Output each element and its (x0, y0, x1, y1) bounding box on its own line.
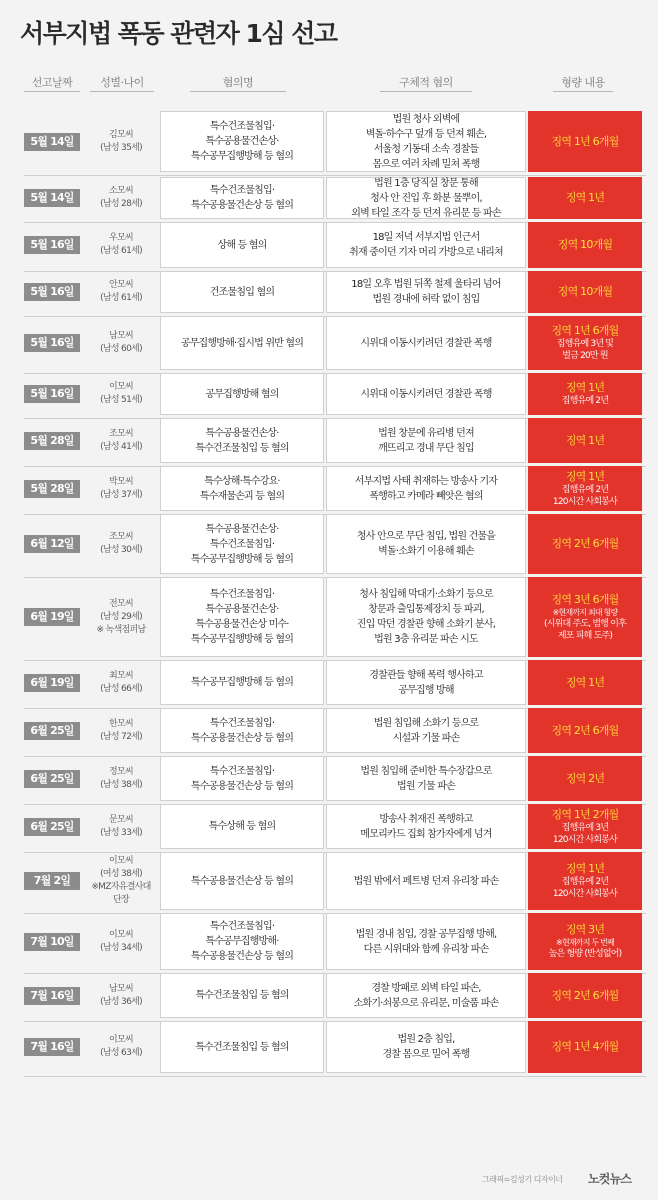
sentence-cell-line: 높은 형량 (반성없어) (548, 949, 622, 959)
sentence-cell-line: 집행유예 3년 및 (556, 339, 614, 349)
charge-cell (160, 373, 324, 415)
detail-cell-line: 법원 침입해 소화기 등으로 (373, 717, 479, 729)
table-row (0, 913, 658, 974)
sentence-cell-line: 징역 1년 (565, 433, 605, 447)
verdict-date-badge: 7월 10일 (24, 933, 80, 951)
charge-cell (160, 852, 324, 910)
sentence-cell (528, 418, 642, 463)
detail-cell-line: 법원 밖에서 페트병 던져 유리창 파손 (353, 875, 499, 887)
charge-cell (160, 913, 324, 970)
charge-cell-line: 특수공용물건손상 미수· (195, 619, 289, 630)
charge-cell (160, 660, 324, 705)
defendant-info (84, 804, 158, 849)
defendant-info-line: (남성 41세) (100, 441, 142, 452)
defendant-info (84, 316, 158, 370)
charge-cell-line: 특수공용물건손상· (205, 136, 279, 147)
sentence-cell-line: 징역 2년 (565, 771, 605, 785)
row-divider (24, 1076, 646, 1077)
verdict-date-badge: 6월 25일 (24, 722, 80, 740)
defendant-info-line: (남성 63세) (100, 1048, 142, 1058)
column-header-date: 선고날짜 (24, 74, 80, 90)
verdict-date-badge: 6월 19일 (24, 608, 80, 626)
charge-cell-line: 특수공용물건손상 등 혐의 (190, 951, 294, 962)
charge-cell (160, 271, 324, 313)
charge-cell (160, 973, 324, 1018)
charge-cell (160, 418, 324, 463)
charge-cell-line: 특수공용물건손상 등 혐의 (190, 732, 294, 744)
charge-cell-line: 특수공용물건손상 등 혐의 (190, 780, 294, 792)
detail-cell-line: 외벽 타일 조각 등 던져 유리문 등 파손 (351, 207, 501, 219)
defendant-info (84, 913, 158, 970)
defendant-info-line: (남성 38세) (100, 779, 142, 790)
detail-cell-line: 서부지법 사태 취재하는 방송사 기자 (354, 475, 498, 487)
sentence-cell (528, 271, 642, 313)
defendant-info (84, 373, 158, 415)
sentence-cell (528, 1021, 642, 1073)
table-row (0, 852, 658, 914)
detail-cell (326, 577, 526, 657)
sentence-cell (528, 756, 642, 801)
sentence-cell-line: 120시간 사회봉사 (552, 496, 618, 507)
sentence-cell (528, 577, 642, 657)
defendant-info-line: (여성 38세) (100, 869, 142, 879)
charge-cell-line: 특수공무집행방해 등 혐의 (190, 677, 294, 688)
detail-cell-line: 법원 침입해 준비한 특수장갑으로 (360, 765, 492, 777)
verdict-date-badge: 6월 25일 (24, 770, 80, 788)
sentence-cell-line: 징역 1년 4개월 (551, 1040, 619, 1053)
defendant-info (84, 660, 158, 705)
sentence-cell (528, 660, 642, 705)
sentence-cell-line: 징역 1년 (565, 381, 605, 394)
table-row (0, 271, 658, 317)
sentence-cell-line: 120시간 사회봉사 (552, 889, 618, 899)
detail-cell-line: 법원 1층 당직실 창문 통해 (374, 177, 478, 189)
sentence-cell (528, 222, 642, 268)
defendant-info-line: 안모씨 (109, 280, 133, 290)
detail-cell-line: 청사 침입해 막대기·소화기 등으로 (359, 589, 493, 600)
charge-cell-line: 특수건조물침입· (209, 538, 275, 550)
defendant-info-line: 전모씨 (109, 598, 133, 609)
charge-cell-line: 특수상해·특수강요· (204, 475, 280, 487)
verdict-date-badge: 5월 28일 (24, 432, 80, 450)
column-header-sentence: 형량 내용 (553, 74, 613, 90)
charge-cell-line: 특수재물손괴 등 혐의 (199, 490, 285, 502)
verdict-date-badge: 7월 16일 (24, 1038, 80, 1056)
table-row (0, 804, 658, 853)
charge-cell-line: 특수공용물건손상 등 혐의 (190, 200, 294, 211)
verdict-date-badge: 7월 16일 (24, 987, 80, 1005)
defendant-info-line: 이모씨 (109, 382, 133, 392)
detail-cell (326, 973, 526, 1018)
defendant-info-line: (남성 28세) (100, 199, 142, 209)
verdict-date-badge: 5월 28일 (24, 480, 80, 498)
charge-cell-line: 공무집행방해·집시법 위반 혐의 (180, 337, 304, 349)
table-row (0, 466, 658, 515)
sentence-cell-line: 징역 2년 6개월 (551, 988, 619, 1002)
verdict-date-badge: 5월 16일 (24, 283, 80, 301)
defendant-info-line: (남성 66세) (100, 683, 142, 694)
sentence-cell-line: 집행유예 2년 (561, 396, 609, 406)
defendant-info (84, 973, 158, 1018)
detail-cell-line: 진입 막던 경찰관 향해 소화기 분사, (356, 619, 496, 630)
defendant-info-line: 단장 (113, 895, 129, 905)
defendant-info-line: 우모씨 (109, 233, 133, 243)
defendant-info (84, 418, 158, 463)
defendant-info-line: (남성 36세) (100, 996, 142, 1007)
detail-cell (326, 466, 526, 511)
graphic-credit: 그래픽=김성기 디자이너 (482, 1175, 563, 1184)
charge-cell-line: 특수공무집행방해· (205, 936, 279, 947)
table-row (0, 418, 658, 467)
sentence-cell-line: 징역 2년 6개월 (551, 723, 619, 737)
detail-cell-line: 경찰 방패로 외벽 타일 파손, (371, 982, 481, 994)
defendant-info (84, 514, 158, 574)
detail-cell (326, 373, 526, 415)
detail-cell-line: 법원 경내 침입, 경찰 공무집행 방해, (355, 928, 497, 940)
defendant-info-line: 이모씨 (109, 856, 133, 866)
table-row (0, 373, 658, 419)
nocutnews-logo: 노컷뉴스 (588, 1172, 632, 1186)
charge-cell (160, 466, 324, 511)
defendant-info (84, 271, 158, 313)
sentence-cell-line: 120시간 사회봉사 (552, 834, 618, 845)
sentence-cell-line: ※현재까지 최대 형량 (552, 607, 618, 617)
verdict-date-badge: 5월 16일 (24, 334, 80, 352)
defendant-info-line: 남모씨 (109, 983, 133, 994)
detail-cell (326, 660, 526, 705)
sentence-cell-line: 징역 1년 6개월 (551, 324, 619, 337)
defendant-info-line: 이모씨 (109, 929, 133, 940)
detail-cell-line: 청사 안으로 무단 침입, 법원 건물을 (356, 531, 496, 542)
defendant-info-line: ※ 녹색점퍼남 (96, 624, 146, 635)
detail-cell-line: 법원 3층 유리문 파손 시도 (374, 634, 478, 645)
sentence-cell-line: 징역 10개월 (557, 285, 613, 298)
detail-cell (326, 1021, 526, 1073)
defendant-info-line: 김모씨 (109, 129, 133, 140)
defendant-info-line: 문모씨 (109, 814, 133, 825)
sentence-cell-line: 벌금 20만 원 (562, 351, 608, 361)
sentence-cell (528, 373, 642, 415)
row-divider (24, 175, 646, 176)
defendant-info-line: (남성 30세) (100, 545, 142, 555)
detail-cell (326, 804, 526, 849)
sentence-cell (528, 466, 642, 511)
sentence-cell-line: 징역 1년 (565, 469, 605, 483)
charge-cell-line: 특수건조물침입· (209, 921, 275, 932)
sentence-cell-line: 징역 1년 (565, 862, 605, 875)
detail-cell-line: 18일 저녁 서부지법 인근서 (372, 232, 480, 243)
detail-cell-line: 법원 창문에 유리병 던져 (378, 427, 474, 439)
charge-cell-line: 특수건조물침입· (209, 121, 275, 132)
detail-cell (326, 316, 526, 370)
verdict-date-badge: 7월 2일 (24, 872, 80, 890)
column-header-charge: 혐의명 (190, 74, 286, 90)
detail-cell-line: 시위대 이동시키려던 경찰관 폭행 (360, 388, 492, 400)
defendant-info (84, 466, 158, 511)
detail-cell-line: 18일 오후 법원 뒤쪽 철제 울타리 넘어 (351, 279, 501, 290)
defendant-info-line: (남성 35세) (100, 142, 142, 153)
table-row (0, 708, 658, 757)
detail-cell-line: 법원 기물 파손 (397, 780, 455, 792)
defendant-info-line: 한모씨 (109, 718, 133, 729)
detail-cell (326, 913, 526, 970)
charge-cell (160, 316, 324, 370)
charge-cell (160, 222, 324, 268)
detail-cell (326, 708, 526, 753)
sentence-cell (528, 111, 642, 172)
charge-cell-line: 특수건조물침입· (209, 765, 275, 777)
charge-cell-line: 공무집행방해 혐의 (205, 388, 279, 400)
defendant-info-line: 조모씨 (109, 532, 133, 542)
defendant-info (84, 756, 158, 801)
table-row (0, 514, 658, 578)
table-header (0, 74, 658, 94)
table-row (0, 660, 658, 709)
sentence-cell-line: 징역 2년 6개월 (551, 537, 619, 550)
defendant-info-line: 이모씨 (109, 1035, 133, 1045)
table-row (0, 1021, 658, 1077)
sentence-cell (528, 514, 642, 574)
defendant-info (84, 708, 158, 753)
charge-cell (160, 577, 324, 657)
detail-cell (326, 177, 526, 219)
sentence-cell-line: 집행유예 2년 (561, 877, 609, 887)
table-row (0, 316, 658, 374)
defendant-info-line: (남성 37세) (100, 489, 142, 500)
detail-cell (326, 222, 526, 268)
detail-cell-line: 다른 시위대와 함께 유리창 파손 (363, 943, 489, 955)
verdict-date-badge: 5월 14일 (24, 189, 80, 207)
detail-cell-line: 서울청 기동대 소속 경찰들 (373, 143, 479, 155)
detail-cell-line: 경찰 몸으로 밀어 폭행 (382, 1049, 470, 1060)
table-row (0, 111, 658, 176)
sentence-cell-line: 징역 1년 (565, 675, 605, 689)
charge-cell (160, 177, 324, 219)
sentence-cell (528, 177, 642, 219)
defendant-info-line: 조모씨 (109, 428, 133, 439)
sentence-cell-line: ※현재까지 두 번째 (556, 938, 614, 947)
sentence-cell-line: 징역 1년 6개월 (551, 134, 619, 148)
defendant-info (84, 177, 158, 219)
defendant-info (84, 111, 158, 172)
charge-cell (160, 804, 324, 849)
detail-cell-line: 깨뜨리고 경내 무단 침입 (378, 442, 474, 454)
defendant-info-line: (남성 51세) (100, 395, 142, 405)
detail-cell-line: 경찰관들 향해 폭력 행사하고 (369, 669, 483, 681)
charge-cell-line: 건조물침입 혐의 (209, 286, 275, 298)
verdict-date-badge: 5월 16일 (24, 385, 80, 403)
sentence-cell (528, 852, 642, 910)
detail-cell (326, 514, 526, 574)
charge-cell (160, 514, 324, 574)
charge-cell-line: 특수공용물건손상· (205, 427, 279, 439)
sentence-cell-line: 징역 1년 2개월 (551, 807, 619, 821)
detail-cell-line: 법원 경내에 허락 없이 침입 (372, 294, 480, 305)
detail-cell-line: 법원 2층 침입, (397, 1034, 455, 1045)
verdict-date-badge: 6월 19일 (24, 674, 80, 692)
table-row (0, 577, 658, 661)
detail-cell-line: 메모리카드 집회 참가자에게 넘겨 (360, 828, 492, 840)
page-title: 서부지법 폭동 관련자 1심 선고 (20, 19, 337, 48)
defendant-info-line: (남성 33세) (100, 827, 142, 838)
detail-cell (326, 111, 526, 172)
sentence-cell (528, 913, 642, 970)
charge-cell-line: 특수공무집행방해 등 혐의 (190, 151, 294, 162)
sentence-cell-line: (시위대 주도, 범행 이후 (543, 618, 626, 629)
sentence-cell (528, 708, 642, 753)
detail-cell-line: 법원 청사 외벽에 (392, 113, 460, 125)
table-row (0, 222, 658, 272)
detail-cell (326, 756, 526, 801)
defendant-info-line: (남성 34세) (100, 942, 142, 953)
defendant-info (84, 577, 158, 657)
detail-cell-line: 공무집행 방해 (398, 684, 454, 696)
charge-cell-line: 특수건조물침입· (209, 717, 275, 729)
charge-cell (160, 708, 324, 753)
verdict-date-badge: 6월 12일 (24, 535, 80, 553)
sentence-cell (528, 804, 642, 849)
detail-cell (326, 418, 526, 463)
detail-cell-line: 창문과 출입통제장치 등 파괴, (368, 604, 484, 615)
column-header-detail: 구체적 혐의 (380, 74, 472, 90)
sentence-cell-line: 징역 10개월 (557, 238, 613, 251)
sentence-cell (528, 973, 642, 1018)
sentence-cell-line: 집행유예 3년 (561, 822, 609, 833)
sentence-cell-line: 제포 피해 도주) (557, 630, 613, 641)
table-row (0, 177, 658, 223)
charge-cell-line: 특수건조물침입 등 혐의 (195, 442, 289, 454)
sentence-cell-line: 집행유예 2년 (561, 484, 609, 495)
sentence-cell-line: 징역 3년 6개월 (551, 592, 619, 606)
detail-cell-line: 몸으로 여러 차례 밀쳐 폭행 (372, 158, 480, 170)
charge-cell-line: 특수건조물침입· (209, 185, 275, 196)
detail-cell-line: 취재 중이던 기자 머리 가방으로 내리쳐 (349, 247, 503, 258)
detail-cell (326, 852, 526, 910)
defendant-info-line: (남성 61세) (100, 293, 142, 303)
charge-cell (160, 111, 324, 172)
charge-cell-line: 특수공용물건손상· (205, 523, 279, 535)
charge-cell-line: 특수상해 등 혐의 (208, 821, 276, 832)
charge-cell-line: 상해 등 혐의 (217, 239, 267, 251)
detail-cell-line: 시위대 이동시키려던 경찰관 폭행 (360, 337, 492, 349)
detail-cell-line: 방송사 취재진 폭행하고 (379, 813, 473, 825)
verdict-date-badge: 6월 25일 (24, 818, 80, 836)
sentence-cell (528, 316, 642, 370)
charge-cell-line: 특수공무집행방해 등 혐의 (190, 553, 294, 565)
verdict-date-badge: 5월 14일 (24, 133, 80, 151)
defendant-info-line: (남성 61세) (100, 246, 142, 256)
column-header-person: 성별·나이 (90, 74, 154, 90)
defendant-info (84, 1021, 158, 1073)
defendant-info-line: 소모씨 (109, 186, 133, 196)
charge-cell (160, 756, 324, 801)
charge-cell-line: 특수건조물침입· (209, 589, 275, 600)
detail-cell-line: 폭행하고 카메라 빼앗은 혐의 (369, 490, 483, 502)
defendant-info-line: 최모씨 (109, 670, 133, 681)
verdict-date-badge: 5월 16일 (24, 236, 80, 254)
defendant-info (84, 852, 158, 910)
charge-cell (160, 1021, 324, 1073)
table-row (0, 756, 658, 805)
sentence-cell-line: 징역 1년 (565, 191, 605, 204)
detail-cell-line: 소화기·쇠봉으로 유리문, 미술품 파손 (353, 997, 499, 1009)
detail-cell-line: 청사 안 진입 후 화분 물뿌이, (370, 192, 482, 204)
defendant-info (84, 222, 158, 268)
sentence-cell-line: 징역 3년 (565, 923, 605, 936)
charge-cell-line: 특수공용물건손상· (205, 604, 279, 615)
defendant-info-line: 남모씨 (109, 331, 133, 341)
detail-cell-line: 벽돌·하수구 덮개 등 던져 훼손, (365, 128, 487, 140)
charge-cell-line: 특수공무집행방해 등 혐의 (190, 634, 294, 645)
charge-cell-line: 특수건조물침입 등 혐의 (195, 1041, 289, 1053)
detail-cell-line: 벽돌·소화기 이용해 훼손 (378, 546, 474, 557)
defendant-info-line: (남성 29세) (100, 611, 142, 622)
defendant-info-line: (남성 72세) (100, 731, 142, 742)
defendant-info-line: ※MZ자유결사대 (91, 882, 151, 892)
defendant-info-line: 정모씨 (109, 766, 133, 777)
defendant-info-line: 박모씨 (109, 476, 133, 487)
charge-cell-line: 특수공용물건손상 등 혐의 (190, 875, 294, 887)
detail-cell (326, 271, 526, 313)
detail-cell-line: 시설과 기물 파손 (392, 732, 460, 744)
charge-cell-line: 특수건조물침입 등 혐의 (195, 990, 289, 1001)
defendant-info-line: (남성 60세) (100, 344, 142, 354)
table-row (0, 973, 658, 1022)
